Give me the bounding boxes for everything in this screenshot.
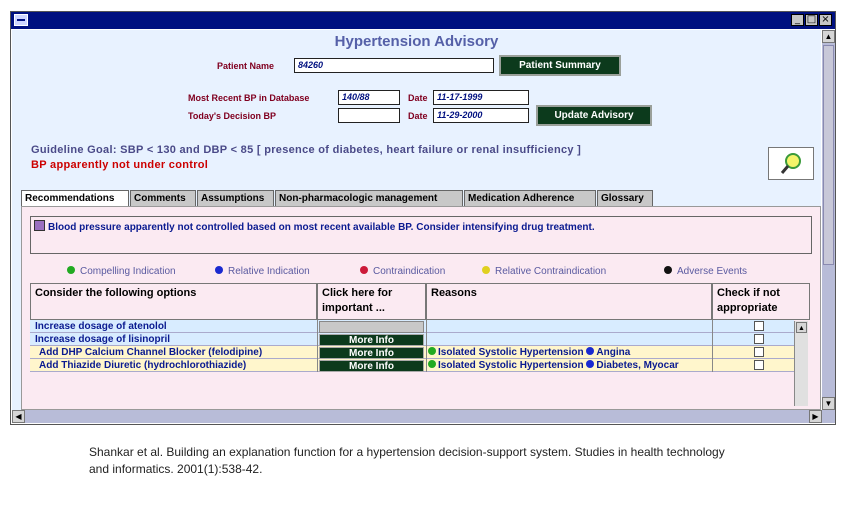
header-options: Consider the following options <box>30 283 317 320</box>
header-reasons: Reasons <box>426 283 712 320</box>
patient-name-field[interactable]: 84260 <box>294 58 494 73</box>
decision-date-label: Date <box>408 111 428 121</box>
not-appropriate-checkbox[interactable] <box>754 360 764 370</box>
scroll-thumb[interactable] <box>823 45 834 265</box>
patient-summary-button[interactable]: Patient Summary <box>499 55 621 76</box>
title-bar <box>11 12 835 29</box>
citation-line-1: Shankar et al. Building an explanation function for a hypertension decision-support system. Studies in health technology <box>89 445 725 459</box>
header-click: Click here for important ... <box>317 283 426 320</box>
blue-dot-icon <box>215 266 223 274</box>
option-label: Increase dosage of lisinopril <box>35 334 171 345</box>
legend-adverse-events: Adverse Events <box>664 266 747 277</box>
not-appropriate-checkbox[interactable] <box>754 334 764 344</box>
green-dot-icon <box>428 360 436 368</box>
decision-date-field[interactable]: 11-29-2000 <box>433 108 529 123</box>
blue-dot-icon <box>586 360 594 368</box>
scroll-left-icon[interactable]: ◀ <box>12 410 25 423</box>
scroll-up-icon[interactable]: ▲ <box>822 30 835 43</box>
yellow-dot-icon <box>482 266 490 274</box>
tab-glossary[interactable]: Glossary <box>597 190 653 207</box>
search-button[interactable] <box>768 147 814 180</box>
option-label: Add DHP Calcium Channel Blocker (felodipine) <box>39 347 263 358</box>
column-divider <box>317 320 318 372</box>
decision-bp-field[interactable] <box>338 108 400 123</box>
maximize-button[interactable]: □ <box>806 14 817 25</box>
scroll-right-icon[interactable]: ▶ <box>809 410 822 423</box>
scroll-down-icon[interactable]: ▼ <box>822 397 835 410</box>
recent-bp-label: Most Recent BP in Database <box>188 93 310 103</box>
app-icon[interactable] <box>14 14 28 26</box>
recent-bp-field[interactable]: 140/88 <box>338 90 400 105</box>
reasons-cell: Isolated Systolic Hypertension Diabetes, Myocar <box>428 359 712 372</box>
green-dot-icon <box>428 347 436 355</box>
option-label: Increase dosage of atenolol <box>35 321 167 332</box>
black-dot-icon <box>664 266 672 274</box>
not-appropriate-checkbox[interactable] <box>754 347 764 357</box>
decision-bp-label: Today's Decision BP <box>188 111 276 121</box>
more-info-button-empty[interactable] <box>319 321 424 333</box>
tab-medication-adherence[interactable]: Medication Adherence <box>464 190 596 207</box>
message-box <box>30 216 812 254</box>
more-info-button[interactable]: More Info <box>319 347 424 359</box>
option-label: Add Thiazide Diuretic (hydrochlorothiazide) <box>39 360 247 371</box>
tab-recommendations[interactable]: Recommendations <box>21 190 129 207</box>
control-status: BP apparently not under control <box>31 159 209 171</box>
message-square-icon <box>34 220 45 231</box>
legend-compelling: Compelling Indication <box>67 266 176 277</box>
citation-line-2: and informatics. 2001(1):538-42. <box>89 462 263 476</box>
main-content <box>12 30 821 410</box>
legend-relative: Relative Indication <box>215 266 310 277</box>
scroll-up-icon[interactable]: ▲ <box>796 322 807 333</box>
column-divider <box>426 320 427 372</box>
legend-contraindication: Contraindication <box>360 266 445 277</box>
magnifier-icon <box>769 148 813 179</box>
guideline-goal: Guideline Goal: SBP < 130 and DBP < 85 [ presence of diabetes, heart failure or renal insufficiency ] <box>31 144 582 156</box>
more-info-button[interactable]: More Info <box>319 360 424 372</box>
header-check: Check if not appropriate <box>712 283 810 320</box>
legend-relative-contraindication: Relative Contraindication <box>482 266 606 277</box>
table-scrollbar[interactable] <box>794 321 808 406</box>
column-divider <box>712 320 713 372</box>
page-title: Hypertension Advisory <box>334 33 499 50</box>
more-info-button[interactable]: More Info <box>319 334 424 346</box>
patient-name-label: Patient Name <box>217 61 275 71</box>
recent-date-field[interactable]: 11-17-1999 <box>433 90 529 105</box>
window-horizontal-scrollbar[interactable] <box>12 410 835 423</box>
tab-comments[interactable]: Comments <box>130 190 196 207</box>
close-button[interactable]: × <box>819 14 832 26</box>
advisory-message: Blood pressure apparently not controlled based on most recent available BP. Consider intensifying drug treatment. <box>48 222 595 233</box>
tab-assumptions[interactable]: Assumptions <box>197 190 274 207</box>
recent-date-label: Date <box>408 93 428 103</box>
not-appropriate-checkbox[interactable] <box>754 321 764 331</box>
red-dot-icon <box>360 266 368 274</box>
reasons-cell: Isolated Systolic Hypertension Angina <box>428 346 712 359</box>
blue-dot-icon <box>586 347 594 355</box>
minimize-button[interactable]: _ <box>791 14 804 26</box>
window-vertical-scrollbar[interactable] <box>822 30 835 410</box>
tab-non-pharmacologic[interactable]: Non-pharmacologic management <box>275 190 463 207</box>
update-advisory-button[interactable]: Update Advisory <box>536 105 652 126</box>
green-dot-icon <box>67 266 75 274</box>
app-window <box>10 11 836 425</box>
